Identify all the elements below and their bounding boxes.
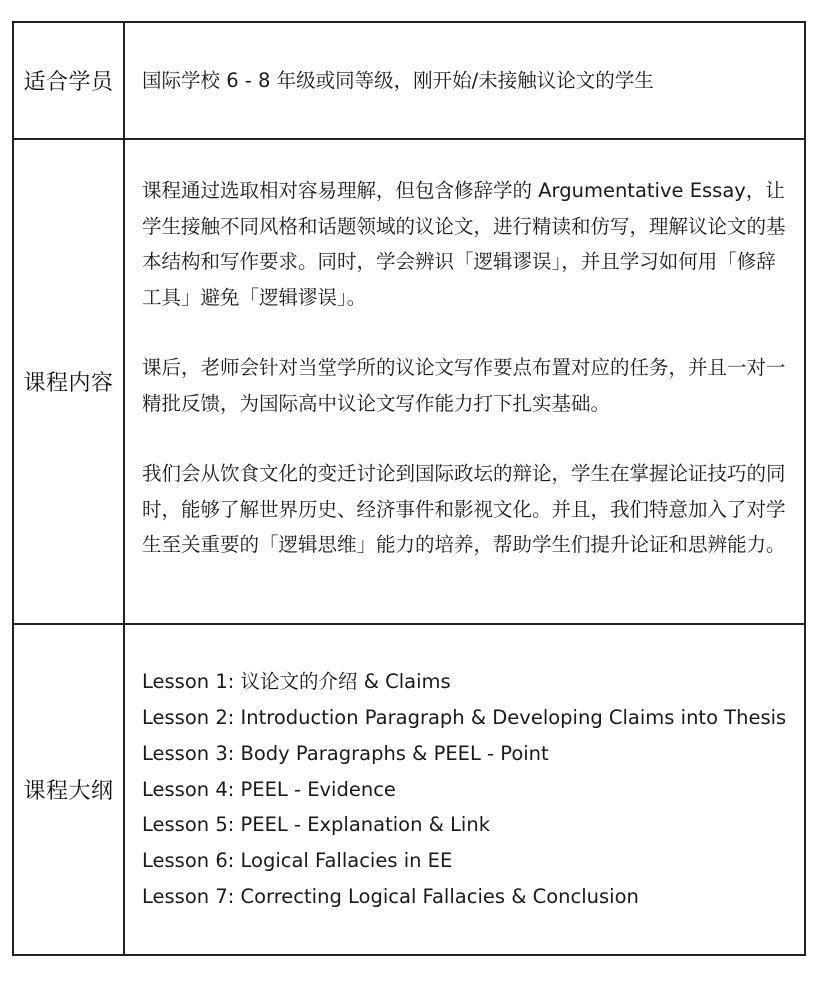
lesson-item-2: Lesson 2: Introduction Paragraph & Developing Claims into Thesis (142, 706, 787, 729)
audience-value-cell (125, 23, 804, 138)
table-row-outline (14, 623, 804, 954)
course-info-table (12, 21, 806, 956)
lesson-item-5: Lesson 5: PEEL - Explanation & Link (142, 813, 491, 837)
table-row-content (14, 138, 804, 623)
content-value-cell (125, 140, 804, 623)
content-paragraph-1: 课程通过选取相对容易理解，但包含修辞学的 Argumentative Essay，让学生接触不同风格和话题领域的议论文，进行精读和仿写，理解议论文的基本结构和写作要求。同时，学会辨识「逻辑谬误」，并且学习如何用「修辞工具」避免「逻辑谬误」。 (142, 179, 786, 309)
content-paragraph-3: 我们会从饮食文化的变迁讨论到国际政坛的辩论，学生在掌握论证技巧的同时，能够了解世界历史、经济事件和影视文化。并且，我们特意加入了对学生至关重要的「逻辑思维」能力的培养，帮助学生们提升论证和思辨能力。 (142, 462, 786, 556)
outline-label: 课程大纲 (14, 625, 125, 954)
content-label: 课程内容 (14, 140, 125, 623)
lesson-item-1: Lesson 1: 议论文的介绍 & Claims (142, 670, 451, 694)
lesson-item-4: Lesson 4: PEEL - Evidence (142, 777, 396, 801)
audience-label: 适合学员 (14, 23, 125, 138)
outline-lesson-list (125, 625, 804, 954)
audience-value: 国际学校 6 - 8 年级或同等级，刚开始/未接触议论文的学生 (142, 68, 654, 92)
table-row-audience (14, 23, 804, 138)
content-paragraph-2: 课后，老师会针对当堂学所的议论文写作要点布置对应的任务，并且一对一精批反馈，为国际高中议论文写作能力打下扎实基础。 (142, 356, 786, 415)
lesson-item-3: Lesson 3: Body Paragraphs & PEEL - Point (142, 741, 549, 765)
lesson-item-6: Lesson 6: Logical Fallacies in EE (142, 849, 453, 873)
lesson-item-7: Lesson 7: Correcting Logical Fallacies & Conclusion (142, 884, 639, 908)
